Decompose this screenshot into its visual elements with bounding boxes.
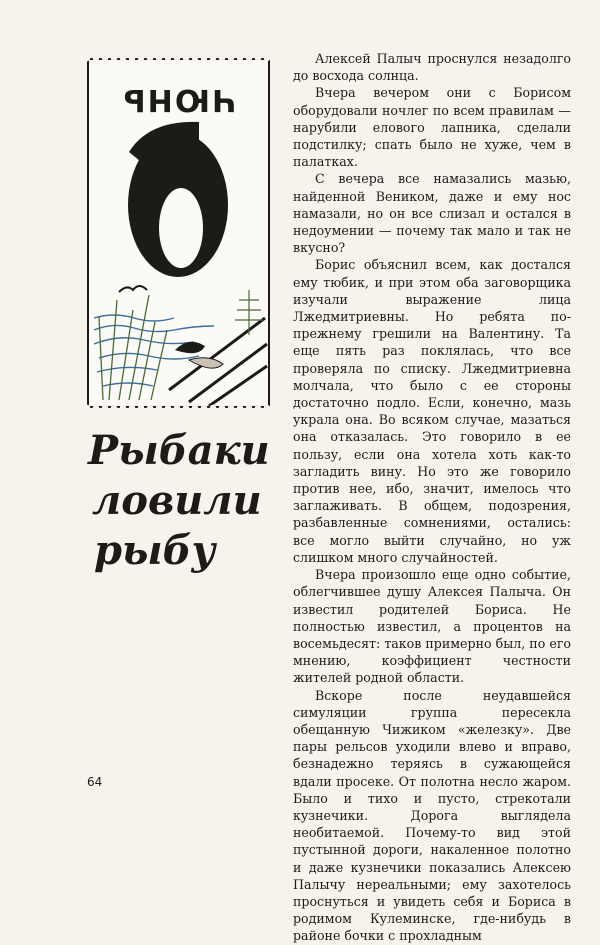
paragraph: Вскоре после неудавшейся симуляции группа пересекла обещанную Чижиком «железку». Две пары рельсов уходили влево и вправо, безнадежно теряясь в сужающейся вдали просеке. От полотна несло жаром. Было и тихо и пусто, стрекотали кузнечики. Дорога выглядела необитаемой. Почему-то вид этой пустынной дороги, накаленное полотно и даже кузнечики показались Алексею Палычу нереальными; ему захотелось проснуться и увидеть себя и Бориса в родимом Кулеминске, где-нибудь в районе бочки с прохладным: [293, 687, 571, 944]
page-number: 64: [87, 775, 103, 789]
illustration-title: ЧЮНЬ: [120, 82, 237, 117]
paragraph: Вчера произошло еще одно событие, облегчившее душу Алексея Палыча. Он известил родителей Бориса. Не полностью известил, а процентов на восемьдесят: таков примерно был, по его мнению, коэффициент честности жителей родной области.: [293, 567, 571, 686]
chapter-title-line-1: Рыбаки: [88, 427, 270, 474]
paragraph: Алексей Палыч проснулся незадолго до восхода солнца.: [293, 51, 571, 84]
paragraph: Борис объяснил всем, как достался ему тюбик, и при этом оба заговорщика изучали выражение лица Лжедмитриевны. Но ребята по-прежнему грешили на Валентину. Та еще пять раз поклялась, что все проверяла по списку. Лжедмитриевна молчала, что было с ее стороны достаточно подло. Если, конечно, мазь украла она. Во всяком случае, мазаться она отказалась. Это говорило в ее пользу, если она хотела хоть как-то загладить вину. Но это же говорило против нее, ибо, значит, имелось что заглаживать. В общем, подозрения, разбавленные сомнениями, остались: все могло выйти случайно, но уж слишком много случайностей.: [293, 257, 571, 565]
chapter-title: [80, 418, 280, 578]
illustration-panel: [87, 58, 270, 408]
body-text: [293, 50, 571, 945]
chapter-title-line-3: рыбу: [94, 527, 216, 574]
paragraph: С вечера все намазались мазью, найденной Веником, даже и ему нос намазали, но он все слизал и остался в недоумении — почему так мало и так не вкусно?: [293, 171, 571, 256]
chapter-title-line-2: ловили: [92, 477, 262, 524]
big-letter-icon: [128, 122, 228, 277]
paragraph: Вчера вечером они с Борисом оборудовали ночлег по всем правилам — нарубили елового лапника, сделали подстилку; спать было не хуже, чем в палатках.: [293, 85, 571, 170]
